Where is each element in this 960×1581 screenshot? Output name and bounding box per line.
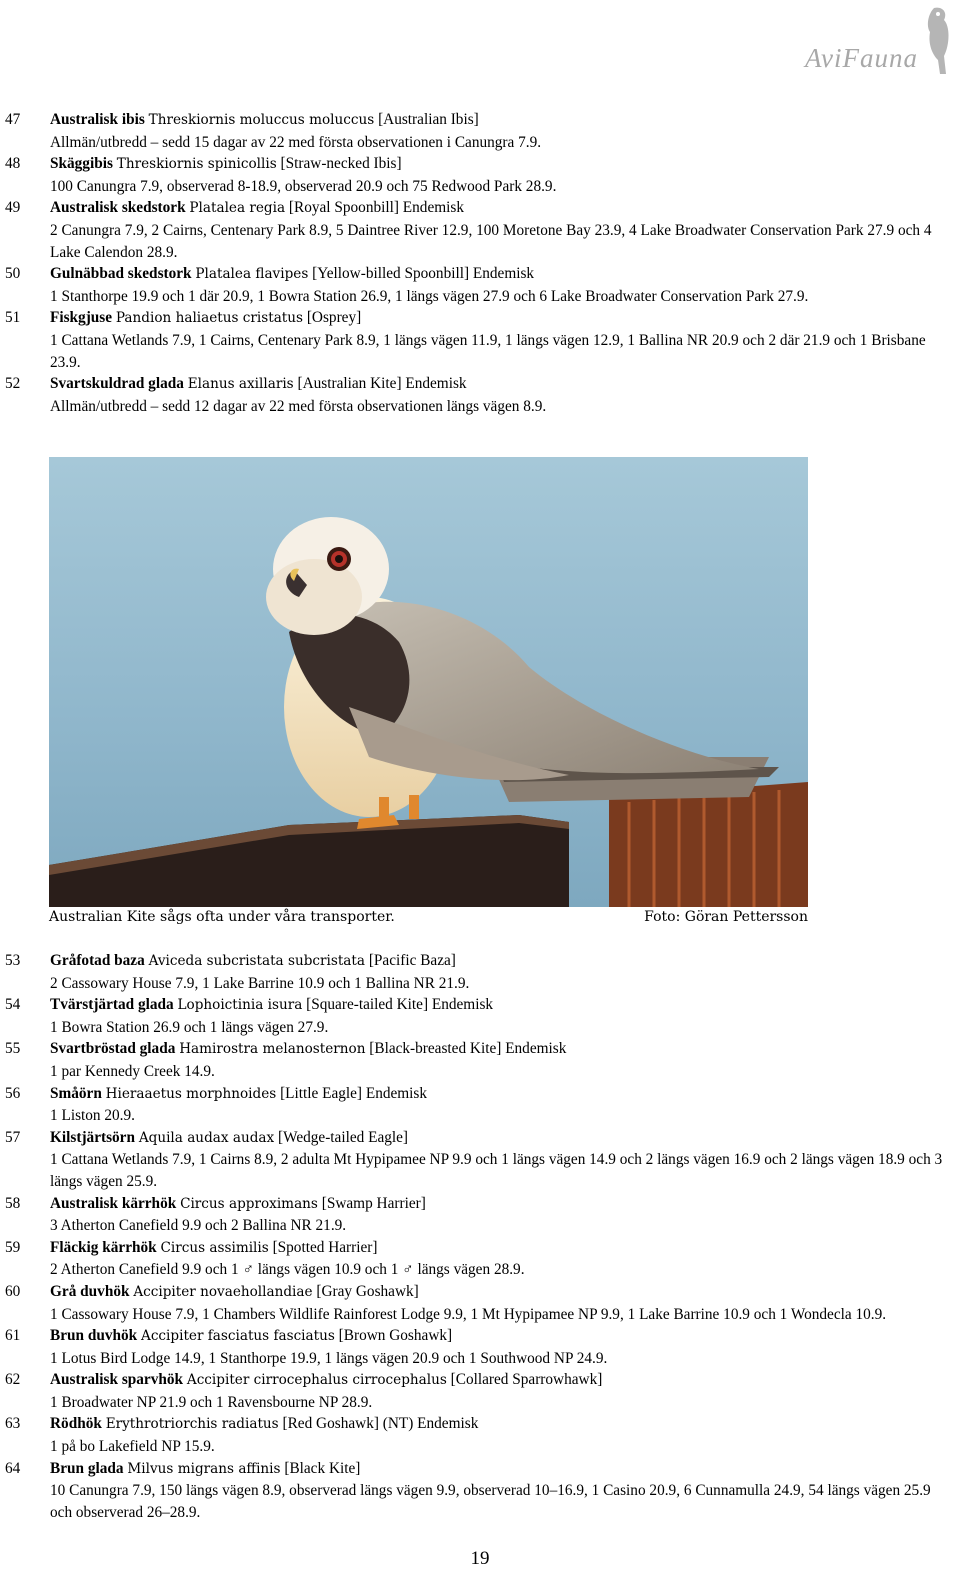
observation-text: 1 Stanthorpe 19.9 och 1 där 20.9, 1 Bowra Station 26.9, 1 längs vägen 27.9 och 6 Lake Broadwater Conservation Park 27.9. — [50, 287, 809, 305]
scientific-name: Threskiornis moluccus moluccus — [148, 112, 375, 128]
entry-number: 64 — [5, 1459, 21, 1477]
entry-number: 53 — [5, 952, 21, 969]
english-name: [Wedge-tailed Eagle] — [278, 1128, 409, 1146]
swedish-name: Svartbröstad glada — [50, 1040, 176, 1058]
english-name: [Pacific Baza] — [368, 952, 456, 969]
page-number: 19 — [470, 1548, 490, 1569]
photo-credit: Foto: Göran Pettersson — [644, 909, 808, 925]
english-name: [Swamp Harrier] — [321, 1194, 426, 1212]
swedish-name: Australisk ibis — [50, 111, 145, 128]
species-entry — [0, 1281, 960, 1325]
english-name: [Little Eagle] Endemisk — [280, 1084, 428, 1102]
species-entry — [0, 1193, 960, 1237]
species-entry — [0, 307, 960, 373]
observation-text: 1 Bowra Station 26.9 och 1 längs vägen 27.9. — [50, 1018, 329, 1036]
swedish-name: Rödhök — [50, 1415, 102, 1433]
logo-text: AviFauna — [805, 43, 918, 73]
species-entry — [0, 1237, 960, 1281]
swedish-name: Skäggibis — [50, 155, 113, 173]
english-name: [Spotted Harrier] — [272, 1238, 378, 1256]
entry-number: 59 — [5, 1238, 21, 1256]
observation-text: 10 Canungra 7.9, 150 längs vägen 8.9, observerad längs vägen 9.9, observerad 10–16.9, 1 Casino 20.9, 6 Cunnamulla 24.9, 54 längs vägen 25.9 och observerad 26–28.9. — [50, 1482, 931, 1521]
swedish-name: Gråfotad baza — [50, 952, 145, 969]
english-name: [Square-tailed Kite] Endemisk — [306, 996, 494, 1014]
species-entry — [0, 1038, 960, 1082]
swedish-name: Brun glada — [50, 1459, 124, 1477]
species-entry — [0, 263, 960, 307]
swedish-name: Tvärstjärtad glada — [50, 996, 174, 1014]
entry-number: 56 — [5, 1084, 21, 1102]
english-name: [Osprey] — [306, 309, 362, 327]
swedish-name: Svartskuldrad glada — [50, 375, 184, 393]
observation-text: Allmän/utbredd – sedd 15 dagar av 22 med första observationen i Canungra 7.9. — [50, 133, 542, 151]
observation-text: 1 på bo Lakefield NP 15.9. — [50, 1438, 215, 1456]
scientific-name: Hieraaetus morphnoides — [105, 1085, 277, 1102]
english-name: [Royal Spoonbill] Endemisk — [288, 199, 464, 217]
scientific-name: Hamirostra melanosternon — [179, 1041, 366, 1058]
english-name: [Australian Ibis] — [378, 111, 479, 128]
species-entry — [0, 153, 960, 197]
scientific-name: Elanus axillaris — [187, 376, 294, 393]
swedish-name: Brun duvhök — [50, 1327, 138, 1345]
entry-number: 63 — [5, 1415, 21, 1433]
kite-photo — [49, 457, 808, 907]
scientific-name: Platalea flavipes — [195, 266, 309, 283]
swedish-name: Grå duvhök — [50, 1282, 130, 1300]
scientific-name: Threskiornis spinicollis — [116, 156, 277, 173]
english-name: [Straw-necked Ibis] — [280, 155, 402, 173]
english-name: [Collared Sparrowhawk] — [450, 1371, 603, 1389]
english-name: [Australian Kite] Endemisk — [297, 375, 467, 393]
swedish-name: Australisk sparvhök — [50, 1371, 184, 1389]
observation-text: 1 Cattana Wetlands 7.9, 1 Cairns 8.9, 2 adulta Mt Hypipamee NP 9.9 och 1 längs vägen 14.9 och 2 längs vägen 16.9 och 2 längs vägen 18.9 och 3 längs vägen 25.9. — [50, 1151, 943, 1190]
scientific-name: Accipiter novaehollandiae — [133, 1283, 313, 1300]
observation-text: 1 Cattana Wetlands 7.9, 1 Cairns, Centenary Park 8.9, 1 längs vägen 11.9, 1 längs vägen 12.9, 1 Ballina NR 20.9 och 2 där 21.9 och 1 Brisbane 23.9. — [50, 331, 926, 371]
observation-text: 1 Broadwater NP 21.9 och 1 Ravensbourne NP 28.9. — [50, 1393, 373, 1411]
scientific-name: Circus assimilis — [160, 1239, 269, 1256]
swedish-name: Kilstjärtsörn — [50, 1128, 135, 1146]
entry-number: 47 — [5, 111, 21, 128]
species-list-bottom — [0, 950, 960, 1523]
swedish-name: Småörn — [50, 1084, 102, 1102]
species-entry — [0, 994, 960, 1038]
scientific-name: Aviceda subcristata subcristata — [148, 953, 365, 969]
scientific-name: Accipiter fasciatus fasciatus — [141, 1328, 335, 1345]
swedish-name: Gulnäbbad skedstork — [50, 265, 192, 283]
scientific-name: Circus approximans — [180, 1195, 318, 1212]
entry-number: 49 — [5, 199, 21, 217]
entry-number: 55 — [5, 1040, 21, 1058]
english-name: [Black-breasted Kite] Endemisk — [369, 1040, 567, 1058]
english-name: [Black Kite] — [284, 1459, 361, 1477]
swedish-name: Australisk kärrhök — [50, 1194, 177, 1212]
entry-number: 48 — [5, 155, 21, 173]
observation-text: 2 Cassowary House 7.9, 1 Lake Barrine 10.9 och 1 Ballina NR 21.9. — [50, 974, 470, 992]
scientific-name: Platalea regia — [189, 200, 286, 217]
swedish-name: Fiskgjuse — [50, 309, 113, 327]
swedish-name: Fläckig kärrhök — [50, 1238, 157, 1256]
observation-text: 2 Canungra 7.9, 2 Cairns, Centenary Park 8.9, 5 Daintree River 12.9, 100 Moretone Bay 23.9, 4 Lake Broadwater Conservation Park 27.9 och 4 Lake Calendon 28.9. — [50, 221, 932, 261]
scientific-name: Aquila audax audax — [138, 1129, 275, 1146]
observation-text: 1 Lotus Bird Lodge 14.9, 1 Stanthorpe 19.9, 1 längs vägen 20.9 och 1 Southwood NP 24.9. — [50, 1349, 608, 1367]
scientific-name: Accipiter cirrocephalus cirrocephalus — [186, 1372, 447, 1389]
observation-text: 1 par Kennedy Creek 14.9. — [50, 1062, 215, 1080]
observation-text: 3 Atherton Canefield 9.9 och 2 Ballina NR 21.9. — [50, 1217, 347, 1235]
species-entry — [0, 197, 960, 263]
avifauna-logo — [764, 4, 954, 76]
observation-text: 1 Cassowary House 7.9, 1 Chambers Wildlife Rainforest Lodge 9.9, 1 Mt Hypipamee NP 9.9, 1 Lake Barrine 10.9 och 1 Wondecla 10.9. — [50, 1305, 887, 1323]
species-entry — [0, 1458, 960, 1524]
species-entry — [0, 1413, 960, 1457]
scientific-name: Lophoictinia isura — [177, 997, 303, 1014]
photo-caption: Australian Kite sågs ofta under våra transporter. — [49, 909, 395, 925]
scientific-name: Milvus migrans affinis — [127, 1460, 281, 1477]
entry-number: 62 — [5, 1371, 21, 1389]
entry-number: 60 — [5, 1282, 21, 1300]
swedish-name: Australisk skedstork — [50, 199, 186, 217]
species-list-top — [0, 109, 960, 417]
species-entry — [0, 1127, 960, 1193]
entry-number: 52 — [5, 375, 21, 393]
species-entry — [0, 1369, 960, 1413]
english-name: [Brown Goshawk] — [338, 1327, 453, 1345]
entry-number: 50 — [5, 265, 21, 283]
photo-caption-row — [49, 909, 808, 925]
observation-text: 100 Canungra 7.9, observerad 8-18.9, observerad 20.9 och 75 Redwood Park 28.9. — [50, 177, 557, 195]
species-entry — [0, 950, 960, 994]
entry-number: 58 — [5, 1194, 21, 1212]
scientific-name: Erythrotriorchis radiatus — [105, 1416, 279, 1433]
observation-text: 1 Liston 20.9. — [50, 1107, 135, 1125]
english-name: [Gray Goshawk] — [316, 1282, 419, 1300]
observation-text: 2 Atherton Canefield 9.9 och 1 ♂ längs vägen 10.9 och 1 ♂ längs vägen 28.9. — [50, 1261, 525, 1279]
entry-number: 54 — [5, 996, 21, 1014]
entry-number: 61 — [5, 1327, 21, 1345]
species-entry — [0, 1325, 960, 1369]
species-entry — [0, 373, 960, 417]
scientific-name: Pandion haliaetus cristatus — [115, 310, 303, 327]
observation-text: Allmän/utbredd – sedd 12 dagar av 22 med första observationen längs vägen 8.9. — [50, 397, 547, 415]
entry-number: 57 — [5, 1128, 21, 1146]
species-entry — [0, 109, 960, 153]
species-entry — [0, 1083, 960, 1127]
entry-number: 51 — [5, 309, 21, 327]
english-name: [Red Goshawk] (NT) Endemisk — [282, 1415, 479, 1433]
english-name: [Yellow-billed Spoonbill] Endemisk — [312, 265, 535, 283]
bird-logo-icon — [914, 4, 954, 76]
